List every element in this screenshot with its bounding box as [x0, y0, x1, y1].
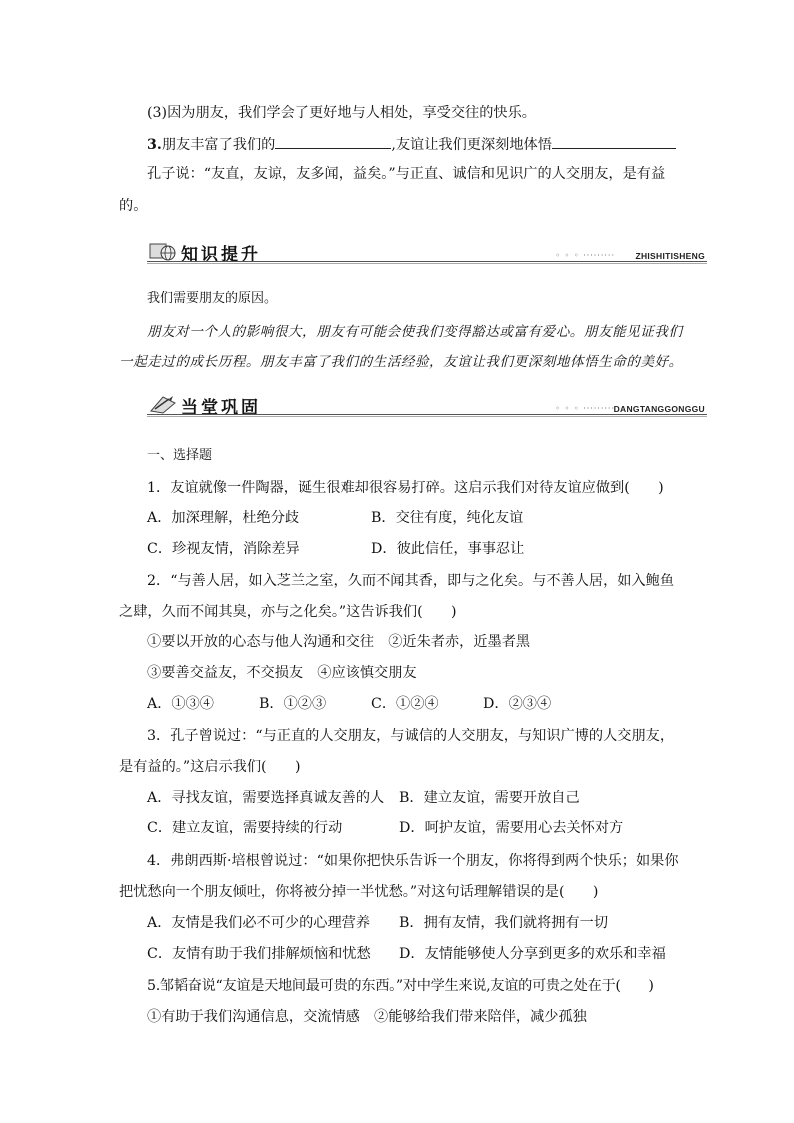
banner-dots: ◦ ◦ ◦ ·········	[555, 251, 615, 260]
paragraph-line: 孔子说：“友直，友谅，友多闻，益矣。”与正直、诚信和见识广的人交朋友，是有益	[147, 166, 666, 182]
question-text: ,友谊让我们更深刻地体悟	[391, 137, 552, 153]
option-c[interactable]: C．珍视友情，消除差异	[147, 541, 300, 557]
option-a[interactable]: A．友情是我们必不可少的心理营养	[147, 915, 371, 931]
banner-dots: ◦ ◦ ◦ ·········	[555, 404, 615, 413]
option-d[interactable]: D．呵护友谊，需要用心去关怀对方	[399, 820, 624, 836]
divider	[147, 414, 707, 415]
option-c[interactable]: C．友情有助于我们排解烦恼和忧愁	[147, 946, 371, 962]
paragraph-line: 朋友对一个人的影响很大，朋友有可能会使我们变得豁达或富有爱心。朋友能见证我们	[147, 324, 683, 340]
option-c[interactable]: C．建立友谊，需要持续的行动	[147, 820, 343, 836]
question-number: 3.	[147, 137, 162, 153]
banner-title: 当堂巩固	[181, 398, 261, 418]
option-a[interactable]: A．加深理解，杜绝分歧	[147, 510, 300, 526]
option-d[interactable]: D．彼此信任，事事忍让	[371, 541, 525, 557]
option-b[interactable]: B．建立友谊，需要开放自己	[399, 790, 580, 806]
option-a[interactable]: A．①③④	[147, 696, 214, 712]
banner-pinyin: DANGTANGGONGGU	[613, 404, 705, 414]
answer-blank[interactable]	[552, 134, 676, 149]
option-b[interactable]: B．交往有度，纯化友谊	[371, 510, 524, 526]
divider	[147, 416, 707, 417]
knowledge-heading: 我们需要朋友的原因。	[147, 291, 278, 306]
question-3: 3．孔子曾说过：“与正直的人交朋友，与诚信的人交朋友，与知识广博的人交朋友，	[147, 728, 675, 744]
option-b[interactable]: B．拥有友情，我们就将拥有一切	[399, 915, 609, 931]
statement-line: ①要以开放的心态与他人沟通和交往 ②近朱者赤，近墨者黑	[147, 634, 531, 650]
answer-blank[interactable]	[275, 134, 391, 149]
question-2-cont: 之肆，久而不闻其臭，亦与之化矣。”这告诉我们( )	[119, 604, 457, 620]
option-a[interactable]: A．寻找友谊，需要选择真诚友善的人	[147, 790, 385, 806]
list-item-3: (3)因为朋友，我们学会了更好地与人相处，享受交往的快乐。	[147, 105, 536, 121]
question-4: 4．弗朗西斯·培根曾说过：“如果你把快乐告诉一个朋友，你将得到两个快乐；如果你	[147, 853, 679, 869]
option-b[interactable]: B．①②③	[259, 696, 327, 712]
section-banner-practice	[147, 393, 707, 417]
globe-book-icon	[149, 240, 177, 262]
divider	[147, 263, 707, 264]
question-2: 2．“与善人居，如入芝兰之室，久而不闻其香，即与之化矣。与不善人居，如入鲍鱼	[147, 573, 675, 589]
statement-line: ①有助于我们沟通信息，交流情感 ②能够给我们带来陪伴，减少孤独	[147, 1009, 587, 1025]
divider	[147, 261, 707, 262]
banner-title: 知识提升	[181, 245, 261, 265]
option-d[interactable]: D．②③④	[483, 696, 552, 712]
question-5: 5.邹韬奋说“友谊是天地间最可贵的东西。”对中学生来说,友谊的可贵之处在于( )	[147, 978, 654, 994]
option-d[interactable]: D．友情能够使人分享到更多的欢乐和幸福	[399, 946, 666, 962]
question-4-cont: 把忧愁向一个朋友倾吐，你将被分掉一半忧愁。”对这句话理解错误的是( )	[119, 884, 599, 900]
question-1: 1．友谊就像一件陶器，诞生很难却很容易打碎。这启示我们对待友谊应做到( )	[147, 480, 664, 496]
statement-line: ③要善交益友，不交损友 ④应该慎交朋友	[147, 665, 417, 681]
question-3-cont: 是有益的。”这启示我们( )	[119, 759, 301, 775]
banner-pinyin: ZHISHITISHENG	[635, 251, 705, 261]
section-banner-knowledge	[147, 240, 707, 264]
paragraph-line: 的。	[119, 198, 148, 214]
option-c[interactable]: C．①②④	[371, 696, 439, 712]
question-text: 朋友丰富了我们的	[161, 137, 276, 153]
paragraph-line: 一起走过的成长历程。朋友丰富了我们的生活经验，友谊让我们更深刻地体悟生命的美好。	[119, 354, 683, 370]
fill-blank-question	[147, 134, 676, 155]
section-heading: 一、选择题	[147, 448, 213, 463]
pencil-book-icon	[149, 393, 177, 415]
